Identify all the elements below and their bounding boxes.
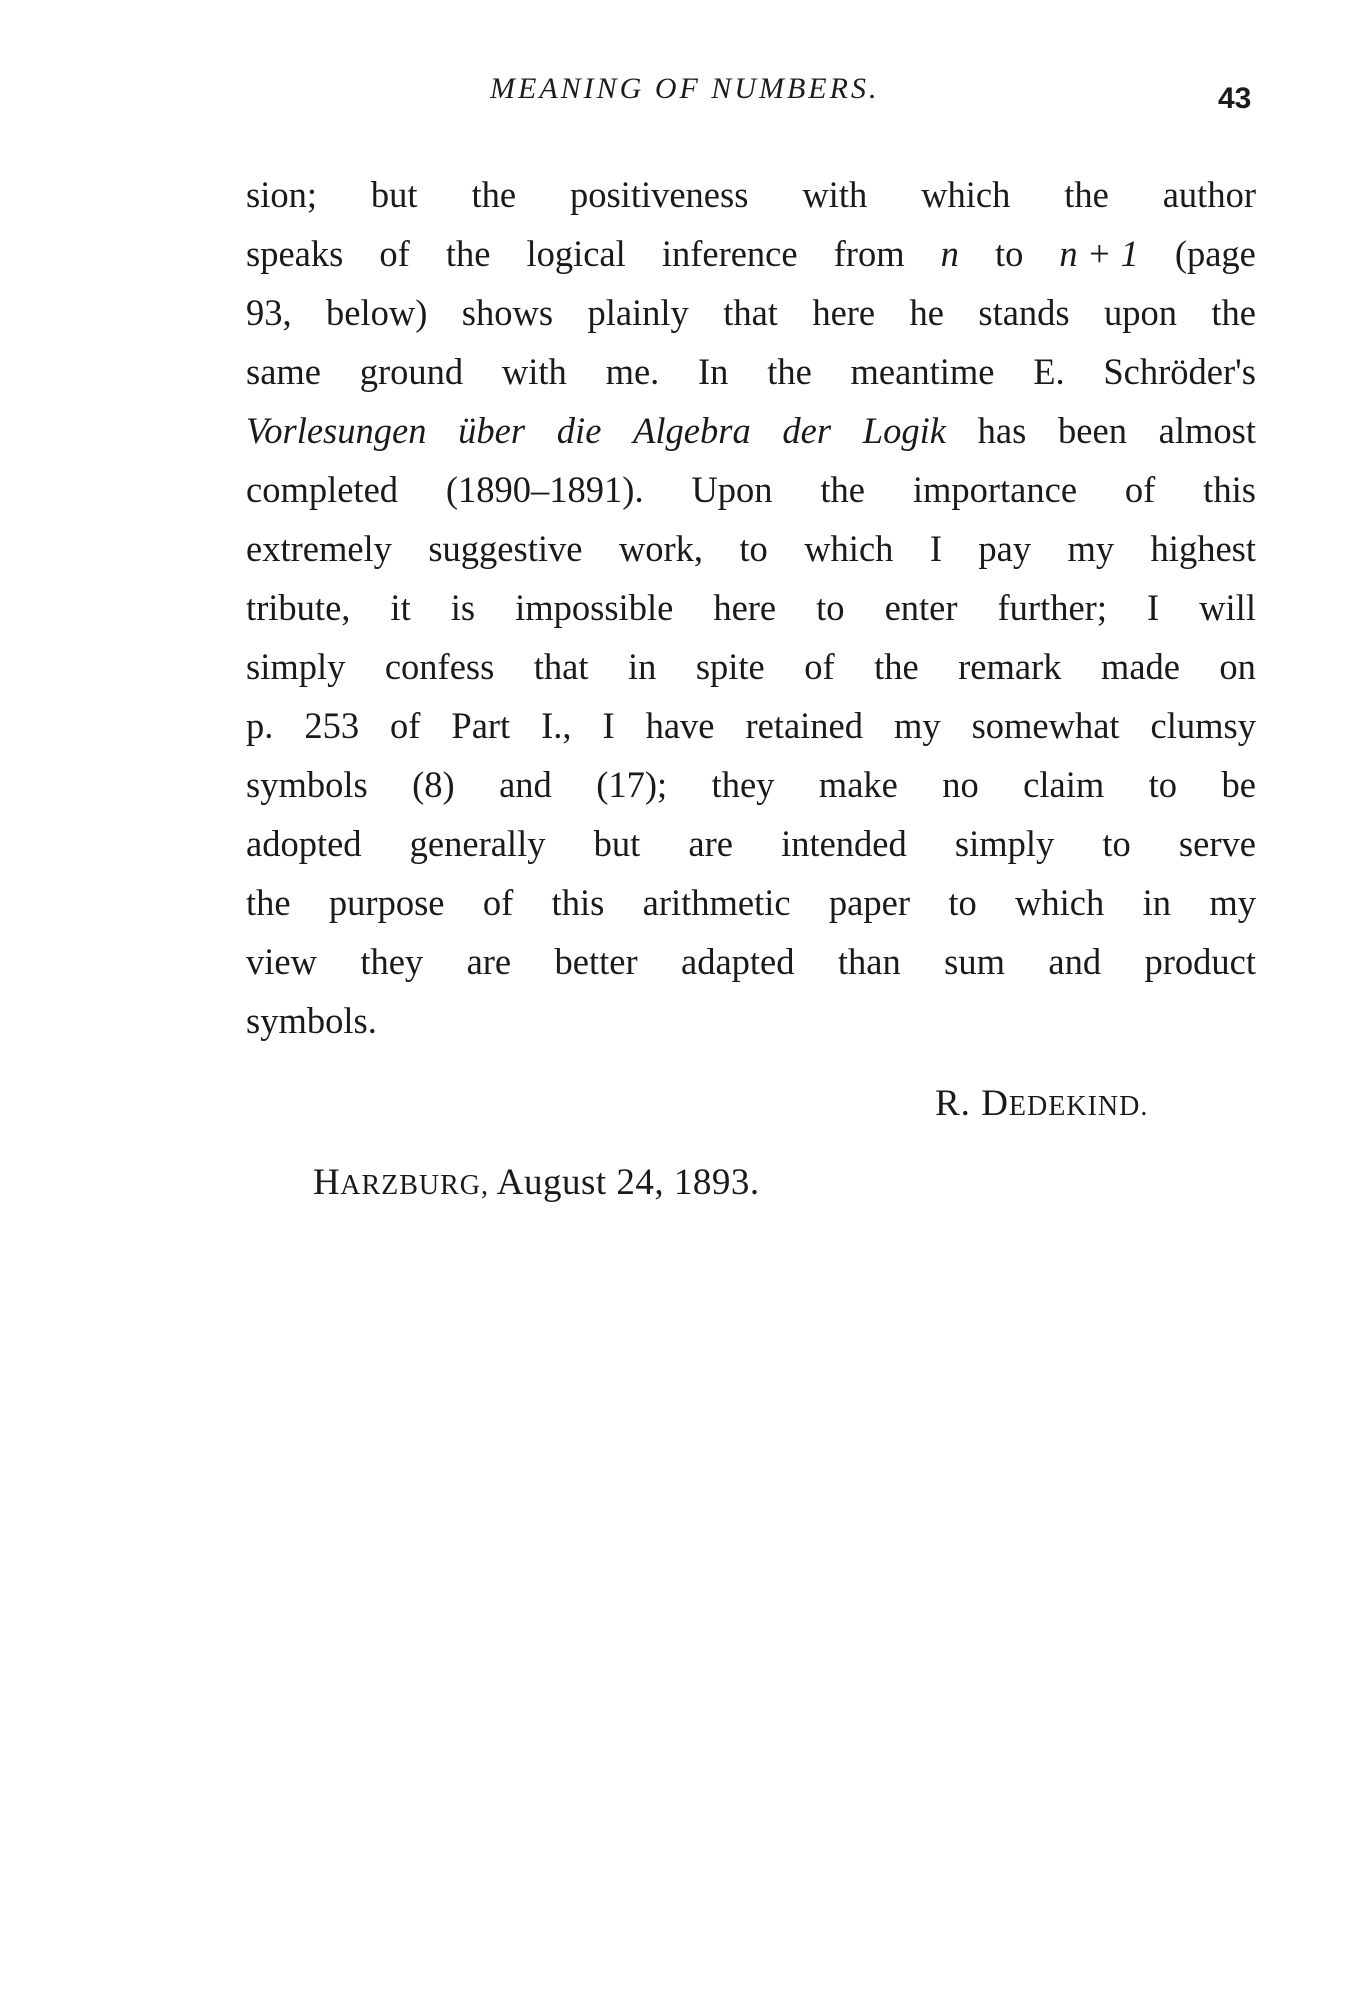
word: are (466, 941, 512, 982)
word: meantime (850, 351, 995, 392)
signature-initial: R. (935, 1083, 971, 1124)
word: they (360, 941, 424, 982)
text-line (246, 578, 1256, 637)
word: me. (605, 351, 660, 392)
word: product (1144, 941, 1256, 982)
word: to (994, 233, 1024, 274)
word: purpose (328, 882, 445, 923)
word: will (1199, 587, 1256, 628)
word: ground (359, 351, 464, 392)
word: generally (409, 823, 546, 864)
text-line (246, 224, 1256, 283)
text-line (246, 696, 1256, 755)
dateline-place-capital: H (313, 1162, 341, 1203)
word: 253 (304, 705, 360, 746)
word: claim (1023, 764, 1105, 805)
word: it (390, 587, 411, 628)
word: retained (745, 705, 864, 746)
word: almost (1158, 410, 1256, 451)
word: in (1142, 882, 1171, 923)
text-line (246, 755, 1256, 814)
word: Schröder's (1103, 351, 1256, 392)
word: Logik (862, 410, 946, 451)
text-line (246, 991, 1256, 1050)
word: to (1148, 764, 1178, 805)
page-number: 43 (1218, 82, 1252, 115)
word: suggestive (428, 528, 583, 569)
word: same (246, 351, 321, 392)
dateline (313, 1161, 760, 1204)
text-line (246, 165, 1256, 224)
word: be (1221, 764, 1256, 805)
word: sion; (246, 174, 317, 215)
word: to (739, 528, 768, 569)
word: über (458, 410, 526, 451)
word: the (445, 233, 491, 274)
word: extremely (246, 528, 392, 569)
word: to (1102, 823, 1131, 864)
word: 93, (246, 292, 292, 333)
word: that (723, 292, 778, 333)
signature-name-capital: D (981, 1083, 1009, 1124)
word: and (499, 764, 552, 805)
word: inference (661, 233, 798, 274)
word: make (818, 764, 898, 805)
word: my (1209, 882, 1256, 923)
word: no (942, 764, 979, 805)
word: the (820, 469, 865, 510)
word: spite (695, 646, 765, 687)
word: work, (618, 528, 703, 569)
word: simply (954, 823, 1055, 864)
word: the (874, 646, 919, 687)
word: clumsy (1150, 705, 1256, 746)
word: which (804, 528, 894, 569)
word: logical (526, 233, 626, 274)
word: stands (978, 292, 1070, 333)
dateline-place-smallcaps: ARZBURG, (340, 1170, 490, 1201)
word: have (645, 705, 715, 746)
body-paragraph (246, 165, 1256, 1050)
word: which (1015, 882, 1105, 923)
word: (page (1174, 233, 1256, 274)
word: this (551, 882, 605, 923)
word: p. (246, 705, 274, 746)
word: tribute, (246, 587, 351, 628)
word: der (782, 410, 832, 451)
word: die (556, 410, 602, 451)
word: but (593, 823, 641, 864)
word: than (837, 941, 901, 982)
word: I (1147, 587, 1160, 628)
word: symbols (246, 764, 368, 805)
word: simply (246, 646, 346, 687)
word: they (711, 764, 775, 805)
word: confess (384, 646, 495, 687)
word: here (713, 587, 777, 628)
word: below) (326, 292, 428, 333)
word: the (246, 882, 291, 923)
text-line (246, 814, 1256, 873)
text-line (246, 342, 1256, 401)
word: importance (912, 469, 1078, 510)
word: been (1058, 410, 1127, 451)
word: highest (1150, 528, 1256, 569)
text-line (246, 283, 1256, 342)
text-line (246, 932, 1256, 991)
running-head-title: MEANING OF NUMBERS. (490, 72, 880, 105)
word: In (698, 351, 729, 392)
word: Algebra (633, 410, 751, 451)
word: which (921, 174, 1011, 215)
word: (17); (596, 764, 668, 805)
word: with (802, 174, 868, 215)
word: somewhat (971, 705, 1120, 746)
word: speaks (246, 233, 344, 274)
word: (8) (412, 764, 455, 805)
text-line (246, 637, 1256, 696)
word: this (1203, 469, 1256, 510)
word: Upon (691, 469, 773, 510)
text-line (246, 519, 1256, 578)
word: I., (541, 705, 572, 746)
word: pay (978, 528, 1032, 569)
word: arithmetic (642, 882, 791, 923)
word: to (948, 882, 977, 923)
word: are (688, 823, 733, 864)
word: paper (828, 882, 910, 923)
word: my (893, 705, 941, 746)
word: I (929, 528, 942, 569)
word: (1890–1891). (445, 469, 644, 510)
word: here (812, 292, 876, 333)
word: view (246, 941, 317, 982)
word: is (450, 587, 476, 628)
signature-name-smallcaps: EDEKIND. (1008, 1091, 1149, 1122)
word: n + 1 (1059, 233, 1139, 274)
word: in (627, 646, 657, 687)
word: to (816, 587, 845, 628)
word: author (1162, 174, 1256, 215)
text-line (246, 401, 1256, 460)
word: has (977, 410, 1027, 451)
word: E. (1033, 351, 1065, 392)
dateline-date: August 24, 1893. (496, 1162, 760, 1203)
word: and (1048, 941, 1102, 982)
word: of (482, 882, 514, 923)
word: but (370, 174, 418, 215)
word: I (602, 705, 615, 746)
word: he (909, 292, 944, 333)
word: remark (958, 646, 1062, 687)
word: of (379, 233, 410, 274)
word: adapted (681, 941, 795, 982)
word: n (940, 233, 959, 274)
word: Vorlesungen (246, 410, 427, 451)
word: better (554, 941, 638, 982)
word: of (390, 705, 421, 746)
word: completed (246, 469, 399, 510)
word: Part (451, 705, 511, 746)
word: symbols. (246, 1000, 377, 1041)
word: plainly (587, 292, 689, 333)
word: the (1211, 292, 1256, 333)
word: adopted (246, 823, 362, 864)
word: of (804, 646, 835, 687)
word: shows (461, 292, 554, 333)
word: upon (1104, 292, 1178, 333)
word: that (533, 646, 589, 687)
word: enter (884, 587, 958, 628)
word: intended (781, 823, 907, 864)
word: the (1064, 174, 1109, 215)
word: with (501, 351, 567, 392)
word: the (471, 174, 517, 215)
word: from (833, 233, 905, 274)
word: of (1124, 469, 1156, 510)
word: further; (997, 587, 1107, 628)
word: serve (1178, 823, 1256, 864)
signature (935, 1082, 1148, 1125)
word: on (1219, 646, 1256, 687)
word: the (767, 351, 812, 392)
word: my (1067, 528, 1115, 569)
word: positiveness (569, 174, 749, 215)
text-line (246, 460, 1256, 519)
word: impossible (515, 587, 674, 628)
word: sum (944, 941, 1005, 982)
text-line (246, 873, 1256, 932)
word: made (1100, 646, 1180, 687)
